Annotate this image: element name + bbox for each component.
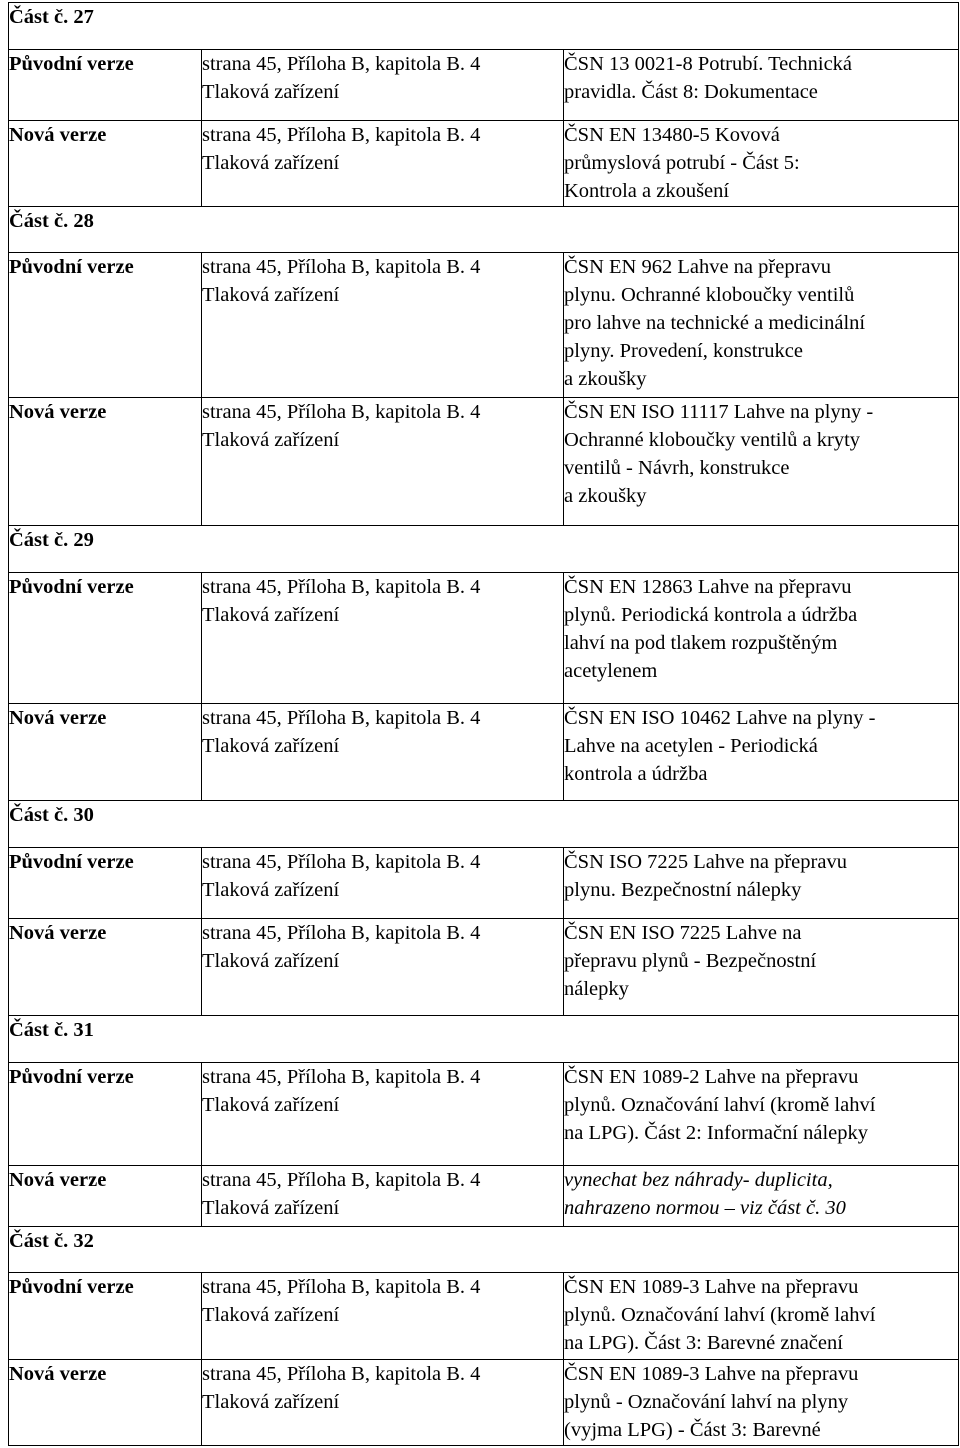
version-row <box>9 703 959 800</box>
standard-line: ČSN EN 1089-3 Lahve na přepravu <box>564 1362 859 1385</box>
version-row <box>9 1359 959 1445</box>
version-label: Nová verze <box>9 1166 202 1227</box>
version-row <box>9 398 959 526</box>
standard-cell <box>564 1166 959 1227</box>
version-row <box>9 847 959 918</box>
standard-line: plyny. Provedení, konstrukce <box>564 340 803 363</box>
location-line: Tlaková zařízení <box>202 1304 340 1327</box>
version-label: Nová verze <box>9 120 202 206</box>
standard-line: Ochranné kloboučky ventilů a kryty <box>564 429 861 452</box>
location-cell <box>202 1359 564 1445</box>
location-cell <box>202 398 564 526</box>
location-line: strana 45, Příloha B, kapitola B. 4 <box>202 1276 481 1299</box>
version-label: Původní verze <box>9 1273 202 1359</box>
location-line: strana 45, Příloha B, kapitola B. 4 <box>202 921 481 944</box>
standard-cell <box>564 1359 959 1445</box>
part-title: Část č. 32 <box>9 1226 959 1273</box>
standard-line: nálepky <box>564 977 629 1000</box>
standard-line: plynu. Bezpečnostní nálepky <box>564 878 802 901</box>
version-label: Nová verze <box>9 1359 202 1445</box>
standard-line: ČSN 13 0021-8 Potrubí. Technická <box>564 52 853 75</box>
location-cell <box>202 847 564 918</box>
part-title: Část č. 29 <box>9 526 959 573</box>
location-line: strana 45, Příloha B, kapitola B. 4 <box>202 123 481 146</box>
standard-line: ČSN EN ISO 11117 Lahve na plyny - <box>564 401 874 424</box>
standard-line: ventilů - Návrh, konstrukce <box>564 457 790 480</box>
version-row <box>9 572 959 703</box>
version-label: Nová verze <box>9 918 202 1015</box>
standard-cell <box>564 49 959 120</box>
location-line: Tlaková zařízení <box>202 151 340 174</box>
standard-line: na LPG). Část 3: Barevné značení <box>564 1332 843 1355</box>
standard-line: ČSN EN 1089-3 Lahve na přepravu <box>564 1276 859 1299</box>
standard-cell <box>564 572 959 703</box>
version-row <box>9 49 959 120</box>
part-header-row <box>9 1226 959 1273</box>
version-row <box>9 253 959 398</box>
location-line: Tlaková zařízení <box>202 429 340 452</box>
standard-line: ČSN EN 13480-5 Kovová <box>564 123 780 146</box>
part-header-row <box>9 801 959 848</box>
location-cell <box>202 49 564 120</box>
version-label: Původní verze <box>9 253 202 398</box>
part-title: Část č. 27 <box>9 3 959 50</box>
standard-line: Lahve na acetylen - Periodická <box>564 734 818 757</box>
standard-line: a zkoušky <box>564 485 647 508</box>
version-row <box>9 1062 959 1165</box>
standard-cell <box>564 253 959 398</box>
version-label: Nová verze <box>9 398 202 526</box>
standard-line: a zkoušky <box>564 368 647 391</box>
standard-line: průmyslová potrubí - Část 5: <box>564 151 800 174</box>
standard-line: Kontrola a zkoušení <box>564 179 730 202</box>
standard-line: acetylenem <box>564 659 658 682</box>
parts-table-body <box>9 3 959 1446</box>
location-line: Tlaková zařízení <box>202 1093 340 1116</box>
parts-table <box>8 2 959 1446</box>
part-title: Část č. 30 <box>9 801 959 848</box>
standard-cell <box>564 1062 959 1165</box>
version-row <box>9 1273 959 1359</box>
standard-line: ČSN EN 1089-2 Lahve na přepravu <box>564 1065 859 1088</box>
standard-cell <box>564 1273 959 1359</box>
location-cell <box>202 1166 564 1227</box>
location-line: strana 45, Příloha B, kapitola B. 4 <box>202 1065 481 1088</box>
location-line: Tlaková zařízení <box>202 878 340 901</box>
location-cell <box>202 703 564 800</box>
version-label: Původní verze <box>9 1062 202 1165</box>
version-label: Nová verze <box>9 703 202 800</box>
standard-line: plynů. Označování lahví (kromě lahví <box>564 1304 876 1327</box>
standard-line: ČSN EN 12863 Lahve na přepravu <box>564 575 852 598</box>
version-label: Původní verze <box>9 572 202 703</box>
location-line: strana 45, Příloha B, kapitola B. 4 <box>202 575 481 598</box>
standard-line: ČSN ISO 7225 Lahve na přepravu <box>564 850 847 873</box>
standard-line: vynechat bez náhrady- duplicita, <box>564 1169 833 1192</box>
standard-cell <box>564 847 959 918</box>
standard-line: lahví na pod tlakem rozpuštěným <box>564 631 838 654</box>
standard-line: pravidla. Část 8: Dokumentace <box>564 80 818 103</box>
location-line: strana 45, Příloha B, kapitola B. 4 <box>202 706 481 729</box>
part-header-row <box>9 526 959 573</box>
standard-line: plynů. Označování lahví (kromě lahví <box>564 1093 876 1116</box>
standard-line: nahrazeno normou – viz část č. 30 <box>564 1197 846 1220</box>
version-row <box>9 120 959 206</box>
part-header-row <box>9 1015 959 1062</box>
standard-line: přepravu plynů - Bezpečnostní <box>564 949 817 972</box>
part-title: Část č. 31 <box>9 1015 959 1062</box>
part-header-row <box>9 206 959 253</box>
location-cell <box>202 1273 564 1359</box>
location-cell <box>202 918 564 1015</box>
location-cell <box>202 1062 564 1165</box>
part-title: Část č. 28 <box>9 206 959 253</box>
standard-line: plynů - Označování lahví na plyny <box>564 1390 849 1413</box>
location-line: Tlaková zařízení <box>202 1390 340 1413</box>
standard-line: plynů. Periodická kontrola a údržba <box>564 603 858 626</box>
location-cell <box>202 572 564 703</box>
location-cell <box>202 253 564 398</box>
standard-line: na LPG). Část 2: Informační nálepky <box>564 1121 869 1144</box>
standard-cell <box>564 398 959 526</box>
version-row <box>9 918 959 1015</box>
standard-line: ČSN EN ISO 7225 Lahve na <box>564 921 802 944</box>
standard-cell <box>564 120 959 206</box>
location-line: Tlaková zařízení <box>202 603 340 626</box>
standard-line: kontrola a údržba <box>564 762 708 785</box>
location-line: strana 45, Příloha B, kapitola B. 4 <box>202 1169 481 1192</box>
standard-line: pro lahve na technické a medicinální <box>564 312 866 335</box>
version-label: Původní verze <box>9 49 202 120</box>
location-cell <box>202 120 564 206</box>
location-line: strana 45, Příloha B, kapitola B. 4 <box>202 850 481 873</box>
location-line: Tlaková zařízení <box>202 949 340 972</box>
location-line: Tlaková zařízení <box>202 80 340 103</box>
location-line: Tlaková zařízení <box>202 1197 340 1220</box>
standard-line: plynu. Ochranné kloboučky ventilů <box>564 284 855 307</box>
standard-cell <box>564 703 959 800</box>
version-row <box>9 1166 959 1227</box>
standard-line: (vyjma LPG) - Část 3: Barevné <box>564 1418 821 1441</box>
location-line: Tlaková zařízení <box>202 284 340 307</box>
part-header-row <box>9 3 959 50</box>
standard-line: ČSN EN ISO 10462 Lahve na plyny - <box>564 706 876 729</box>
location-line: strana 45, Příloha B, kapitola B. 4 <box>202 1362 481 1385</box>
standard-line: ČSN EN 962 Lahve na přepravu <box>564 256 832 279</box>
standard-cell <box>564 918 959 1015</box>
location-line: Tlaková zařízení <box>202 734 340 757</box>
location-line: strana 45, Příloha B, kapitola B. 4 <box>202 52 481 75</box>
version-label: Původní verze <box>9 847 202 918</box>
location-line: strana 45, Příloha B, kapitola B. 4 <box>202 401 481 424</box>
location-line: strana 45, Příloha B, kapitola B. 4 <box>202 256 481 279</box>
